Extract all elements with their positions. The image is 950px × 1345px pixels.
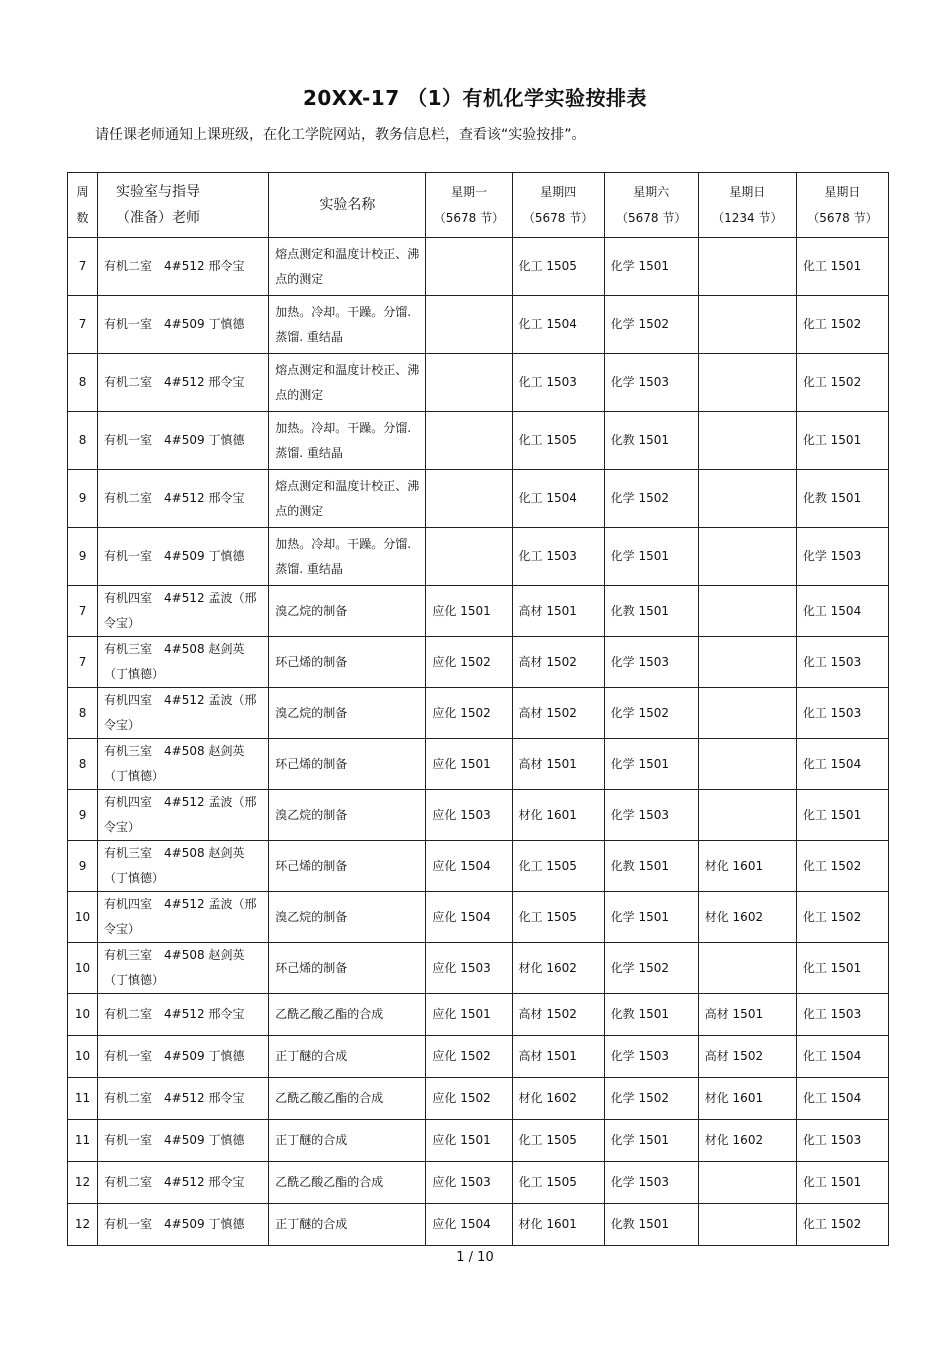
class-cell: 应化 1504 [426,1204,512,1246]
week-cell: 8 [68,688,98,739]
week-cell: 12 [68,1204,98,1246]
class-cell [698,1162,796,1204]
table-row [68,528,889,586]
lab-teacher-cell: 有机一室 4#509 丁慎德 [98,1036,269,1078]
experiment-cell: 正丁醚的合成 [269,1120,426,1162]
class-cell: 应化 1503 [426,943,512,994]
class-cell: 应化 1501 [426,994,512,1036]
week-cell: 8 [68,412,98,470]
class-cell: 化工 1505 [512,892,604,943]
lab-teacher-cell: 有机四室 4#512 孟波（邢令宝） [98,790,269,841]
class-cell: 高材 1501 [512,1036,604,1078]
class-cell: 化工 1501 [796,238,888,296]
class-cell: 化工 1501 [796,790,888,841]
week-cell: 9 [68,528,98,586]
header-experiment: 实验名称 [269,173,426,238]
lab-teacher-cell: 有机四室 4#512 孟波（邢令宝） [98,892,269,943]
class-cell [698,739,796,790]
class-cell: 化工 1505 [512,412,604,470]
class-cell: 应化 1503 [426,1162,512,1204]
week-cell: 10 [68,994,98,1036]
week-cell: 10 [68,892,98,943]
class-cell: 化学 1502 [604,296,698,354]
header-row [68,173,889,238]
class-cell: 化工 1502 [796,841,888,892]
class-cell: 应化 1502 [426,688,512,739]
week-cell: 7 [68,296,98,354]
lab-teacher-cell: 有机二室 4#512 邢令宝 [98,994,269,1036]
class-cell: 化学 1502 [604,943,698,994]
table-row [68,412,889,470]
week-cell: 8 [68,739,98,790]
experiment-cell: 正丁醚的合成 [269,1204,426,1246]
class-cell: 化学 1503 [604,1162,698,1204]
class-cell: 材化 1601 [512,1204,604,1246]
table-row [68,238,889,296]
class-cell: 化工 1502 [796,354,888,412]
class-cell: 材化 1602 [698,1120,796,1162]
class-cell: 材化 1602 [512,1078,604,1120]
table-row [68,688,889,739]
class-cell: 化工 1503 [796,688,888,739]
class-cell [698,790,796,841]
class-cell [698,586,796,637]
class-cell: 材化 1602 [512,943,604,994]
table-row [68,637,889,688]
lab-teacher-cell: 有机二室 4#512 邢令宝 [98,1078,269,1120]
class-cell: 化学 1503 [604,1036,698,1078]
table-row [68,1036,889,1078]
class-cell [698,528,796,586]
class-cell [698,1204,796,1246]
experiment-cell: 环己烯的制备 [269,637,426,688]
class-cell: 化学 1503 [604,637,698,688]
table-row [68,586,889,637]
header-day-2: 星期四 （5678 节） [512,173,604,238]
schedule-table [67,172,889,1246]
experiment-cell: 溴乙烷的制备 [269,688,426,739]
page-number: 1 / 10 [456,1250,494,1265]
class-cell: 化工 1503 [796,1120,888,1162]
class-cell: 高材 1502 [512,688,604,739]
class-cell [426,238,512,296]
lab-teacher-cell: 有机一室 4#509 丁慎德 [98,296,269,354]
lab-teacher-cell: 有机二室 4#512 邢令宝 [98,1162,269,1204]
lab-teacher-cell: 有机三室 4#508 赵剑英（丁慎德） [98,943,269,994]
week-cell: 7 [68,238,98,296]
lab-teacher-cell: 有机二室 4#512 邢令宝 [98,238,269,296]
class-cell: 化学 1503 [604,790,698,841]
class-cell: 化学 1503 [796,528,888,586]
lab-teacher-cell: 有机四室 4#512 孟波（邢令宝） [98,688,269,739]
class-cell: 化教 1501 [604,841,698,892]
class-cell: 应化 1501 [426,1120,512,1162]
class-cell [426,354,512,412]
table-row [68,943,889,994]
class-cell: 化工 1502 [796,892,888,943]
header-day-1: 星期一 （5678 节） [426,173,512,238]
experiment-cell: 溴乙烷的制备 [269,586,426,637]
week-cell: 9 [68,841,98,892]
experiment-cell: 乙酰乙酸乙酯的合成 [269,1162,426,1204]
experiment-cell: 加热。冷却。干躁。分馏. 蒸馏. 重结晶 [269,296,426,354]
class-cell: 化教 1501 [604,1204,698,1246]
table-row [68,1162,889,1204]
class-cell: 化教 1501 [796,470,888,528]
experiment-cell: 熔点测定和温度计校正、沸点的测定 [269,354,426,412]
table-row [68,354,889,412]
class-cell [698,470,796,528]
class-cell: 化工 1502 [796,296,888,354]
class-cell: 化学 1503 [604,354,698,412]
class-cell [426,470,512,528]
class-cell: 化学 1501 [604,892,698,943]
week-cell: 10 [68,943,98,994]
week-cell: 11 [68,1120,98,1162]
lab-teacher-cell: 有机四室 4#512 孟波（邢令宝） [98,586,269,637]
class-cell: 化工 1505 [512,841,604,892]
class-cell: 化工 1501 [796,1162,888,1204]
class-cell: 化工 1504 [512,296,604,354]
table-row [68,892,889,943]
header-lab-teacher: 实验室与指导 （准备）老师 [98,173,269,238]
experiment-cell: 加热。冷却。干躁。分馏. 蒸馏. 重结晶 [269,528,426,586]
class-cell: 高材 1502 [512,637,604,688]
class-cell: 高材 1502 [698,1036,796,1078]
class-cell: 应化 1502 [426,637,512,688]
week-cell: 10 [68,1036,98,1078]
table-row [68,994,889,1036]
experiment-cell: 环己烯的制备 [269,841,426,892]
lab-teacher-cell: 有机二室 4#512 邢令宝 [98,470,269,528]
header-day-4: 星期日 （1234 节） [698,173,796,238]
class-cell: 高材 1502 [512,994,604,1036]
class-cell [698,354,796,412]
experiment-cell: 溴乙烷的制备 [269,892,426,943]
class-cell [698,238,796,296]
class-cell: 高材 1501 [512,739,604,790]
document-title: 20XX-17 （1）有机化学实验按排表 [302,86,648,110]
header-day-5: 星期日 （5678 节） [796,173,888,238]
class-cell: 材化 1601 [698,841,796,892]
class-cell: 化工 1503 [512,354,604,412]
lab-teacher-cell: 有机一室 4#509 丁慎德 [98,1120,269,1162]
class-cell: 化教 1501 [604,994,698,1036]
class-cell: 化教 1501 [604,586,698,637]
class-cell: 化学 1501 [604,739,698,790]
class-cell [698,637,796,688]
class-cell: 应化 1504 [426,892,512,943]
class-cell [698,688,796,739]
week-cell: 7 [68,637,98,688]
class-cell [698,943,796,994]
table-row [68,1120,889,1162]
table-row [68,296,889,354]
class-cell: 化工 1504 [796,1036,888,1078]
class-cell: 材化 1601 [698,1078,796,1120]
class-cell: 化学 1501 [604,238,698,296]
class-cell: 化学 1502 [604,1078,698,1120]
class-cell: 化工 1502 [796,1204,888,1246]
week-cell: 9 [68,470,98,528]
table-row [68,739,889,790]
lab-teacher-cell: 有机一室 4#509 丁慎德 [98,1204,269,1246]
experiment-cell: 环己烯的制备 [269,943,426,994]
class-cell: 化工 1501 [796,943,888,994]
class-cell: 应化 1501 [426,586,512,637]
header-day-3: 星期六 （5678 节） [604,173,698,238]
class-cell: 化工 1505 [512,1120,604,1162]
class-cell: 化工 1505 [512,238,604,296]
class-cell: 化工 1504 [796,586,888,637]
class-cell: 应化 1501 [426,739,512,790]
class-cell: 应化 1502 [426,1078,512,1120]
class-cell: 化学 1502 [604,688,698,739]
class-cell: 应化 1504 [426,841,512,892]
week-cell: 9 [68,790,98,841]
class-cell [698,296,796,354]
lab-teacher-cell: 有机三室 4#508 赵剑英（丁慎德） [98,841,269,892]
table-row [68,1204,889,1246]
class-cell [426,528,512,586]
class-cell: 化学 1501 [604,528,698,586]
experiment-cell: 乙酰乙酸乙酯的合成 [269,994,426,1036]
table-row [68,841,889,892]
class-cell [698,412,796,470]
class-cell: 化学 1502 [604,470,698,528]
lab-teacher-cell: 有机三室 4#508 赵剑英（丁慎德） [98,637,269,688]
class-cell: 化工 1503 [512,528,604,586]
class-cell: 高材 1501 [698,994,796,1036]
class-cell: 应化 1502 [426,1036,512,1078]
class-cell: 化工 1501 [796,412,888,470]
class-cell: 材化 1601 [512,790,604,841]
class-cell: 化工 1504 [796,739,888,790]
class-cell [426,412,512,470]
class-cell: 化工 1503 [796,994,888,1036]
week-cell: 12 [68,1162,98,1204]
header-week: 周 数 [68,173,98,238]
class-cell: 化教 1501 [604,412,698,470]
class-cell: 化工 1505 [512,1162,604,1204]
lab-teacher-cell: 有机一室 4#509 丁慎德 [98,412,269,470]
lab-teacher-cell: 有机二室 4#512 邢令宝 [98,354,269,412]
experiment-cell: 溴乙烷的制备 [269,790,426,841]
table-row [68,790,889,841]
week-cell: 8 [68,354,98,412]
class-cell: 化工 1504 [796,1078,888,1120]
week-cell: 11 [68,1078,98,1120]
class-cell: 化学 1501 [604,1120,698,1162]
experiment-cell: 正丁醚的合成 [269,1036,426,1078]
class-cell: 化工 1504 [512,470,604,528]
class-cell: 高材 1501 [512,586,604,637]
class-cell: 材化 1602 [698,892,796,943]
lab-teacher-cell: 有机一室 4#509 丁慎德 [98,528,269,586]
experiment-cell: 加热。冷却。干躁。分馏. 蒸馏. 重结晶 [269,412,426,470]
lab-teacher-cell: 有机三室 4#508 赵剑英（丁慎德） [98,739,269,790]
class-cell [426,296,512,354]
table-row [68,1078,889,1120]
class-cell: 应化 1503 [426,790,512,841]
experiment-cell: 环己烯的制备 [269,739,426,790]
notice-text: 请任课老师通知上课班级，在化工学院网站，教务信息栏，查看该“实验按排”。 [95,127,586,143]
experiment-cell: 熔点测定和温度计校正、沸点的测定 [269,238,426,296]
experiment-cell: 乙酰乙酸乙酯的合成 [269,1078,426,1120]
experiment-cell: 熔点测定和温度计校正、沸点的测定 [269,470,426,528]
week-cell: 7 [68,586,98,637]
table-row [68,470,889,528]
class-cell: 化工 1503 [796,637,888,688]
